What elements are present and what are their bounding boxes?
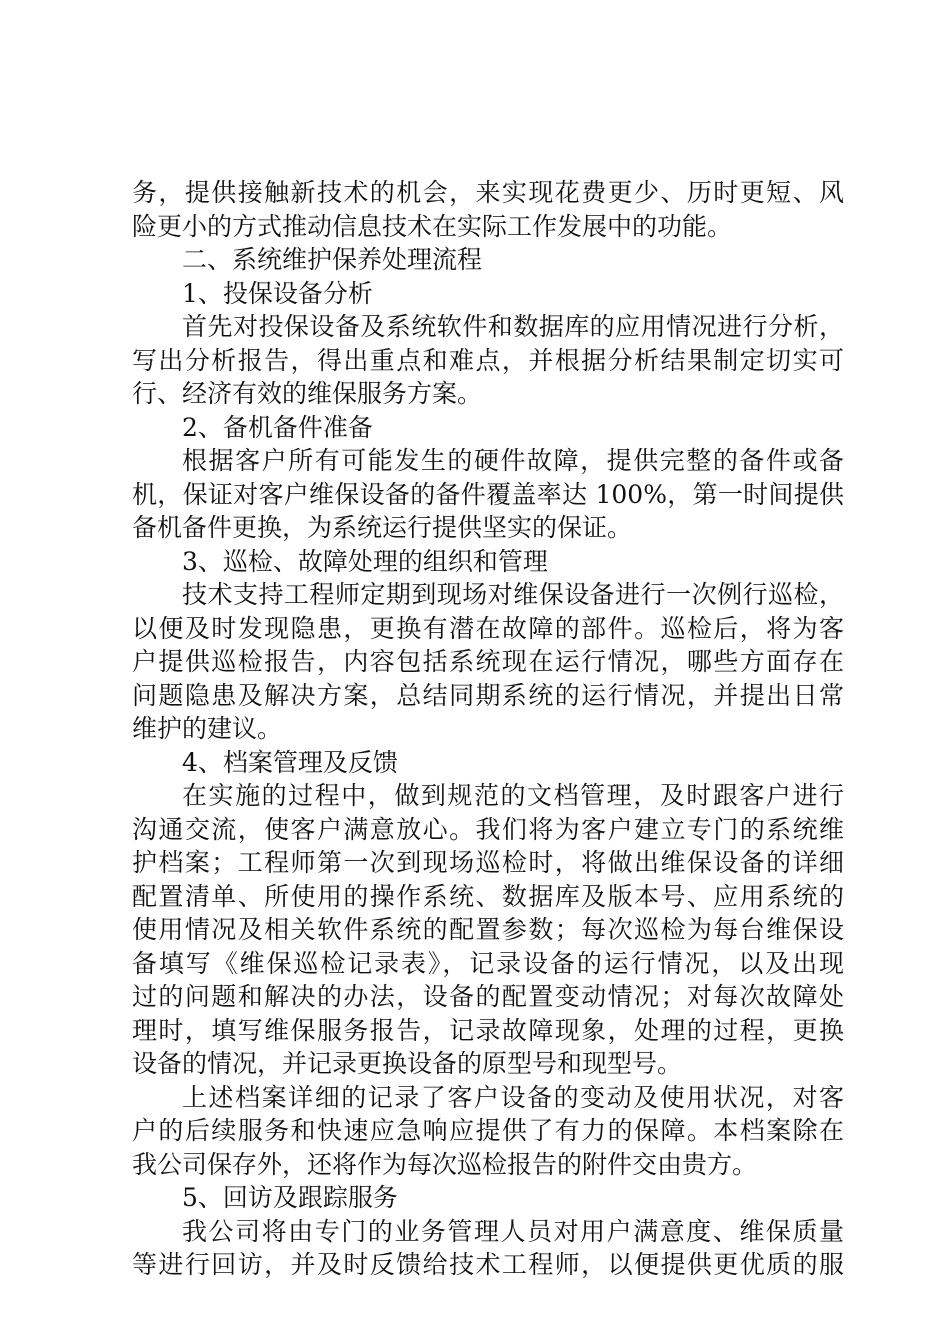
text-line: 1、投保设备分析 bbox=[182, 278, 373, 308]
text-line: 上述档案详细的记录了客户设备的变动及使用状况，对客 bbox=[182, 1082, 844, 1112]
text-line: 问题隐患及解决方案，总结同期系统的运行情况，并提出日常 bbox=[132, 680, 844, 710]
text-line: 务，提供接触新技术的机会，来实现花费更少、历时更短、风 bbox=[132, 178, 844, 207]
text-line: 备机备件更换，为系统运行提供坚实的保证。 bbox=[132, 513, 633, 542]
text-line: 3、巡检、故障处理的组织和管理 bbox=[182, 546, 548, 576]
text-line: 二、系统维护保养处理流程 bbox=[182, 245, 483, 274]
text-line: 机，保证对客户维保设备的备件覆盖率达 100%，第一时间提供 bbox=[132, 479, 844, 509]
text-line: 险更小的方式推动信息技术在实际工作发展中的功能。 bbox=[132, 211, 733, 241]
text-line: 使用情况及相关软件系统的配置参数；每次巡检为每台维保设 bbox=[132, 915, 844, 944]
text-line: 户的后续服务和快速应急响应提供了有力的保障。本档案除在 bbox=[132, 1116, 844, 1145]
text-line: 维护的建议。 bbox=[132, 714, 283, 743]
text-line: 设备的情况，并记录更换设备的原型号和现型号。 bbox=[132, 1049, 683, 1078]
document-body bbox=[132, 176, 844, 1282]
text-line: 理时，填写维保服务报告，记录故障现象，处理的过程，更换 bbox=[132, 1015, 844, 1045]
text-line: 技术支持工程师定期到现场对维保设备进行一次例行巡检， bbox=[182, 580, 844, 609]
text-line: 我公司保存外，还将作为每次巡检报告的附件交由贵方。 bbox=[132, 1149, 758, 1179]
text-line: 等进行回访，并及时反馈给技术工程师，以便提供更优质的服 bbox=[132, 1250, 844, 1279]
text-line: 备填写《维保巡检记录表》，记录设备的运行情况，以及出现 bbox=[132, 948, 844, 978]
text-line: 5、回访及跟踪服务 bbox=[182, 1183, 398, 1212]
text-line: 4、档案管理及反馈 bbox=[182, 747, 398, 777]
text-line: 根据客户所有可能发生的硬件故障，提供完整的备件或备 bbox=[182, 446, 844, 475]
text-line: 过的问题和解决的办法，设备的配置变动情况；对每次故障处 bbox=[132, 982, 844, 1011]
text-line: 户提供巡检报告，内容包括系统现在运行情况，哪些方面存在 bbox=[132, 647, 844, 676]
text-line: 首先对投保设备及系统软件和数据库的应用情况进行分析， bbox=[182, 312, 844, 341]
text-line: 护档案；工程师第一次到现场巡检时，将做出维保设备的详细 bbox=[132, 848, 844, 877]
text-line: 写出分析报告，得出重点和难点，并根据分析结果制定切实可 bbox=[132, 345, 844, 375]
text-line: 在实施的过程中，做到规范的文档管理，及时跟客户进行 bbox=[182, 781, 844, 810]
text-line: 我公司将由专门的业务管理人员对用户满意度、维保质量 bbox=[182, 1216, 844, 1246]
text-line: 配置清单、所使用的操作系统、数据库及版本号、应用系统的 bbox=[132, 881, 844, 911]
text-line: 沟通交流，使客户满意放心。我们将为客户建立专门的系统维 bbox=[132, 814, 844, 844]
text-line: 以便及时发现隐患，更换有潜在故障的部件。巡检后，将为客 bbox=[132, 613, 844, 643]
text-line: 2、备机备件准备 bbox=[182, 412, 373, 442]
text-line: 行、经济有效的维保服务方案。 bbox=[132, 379, 483, 408]
